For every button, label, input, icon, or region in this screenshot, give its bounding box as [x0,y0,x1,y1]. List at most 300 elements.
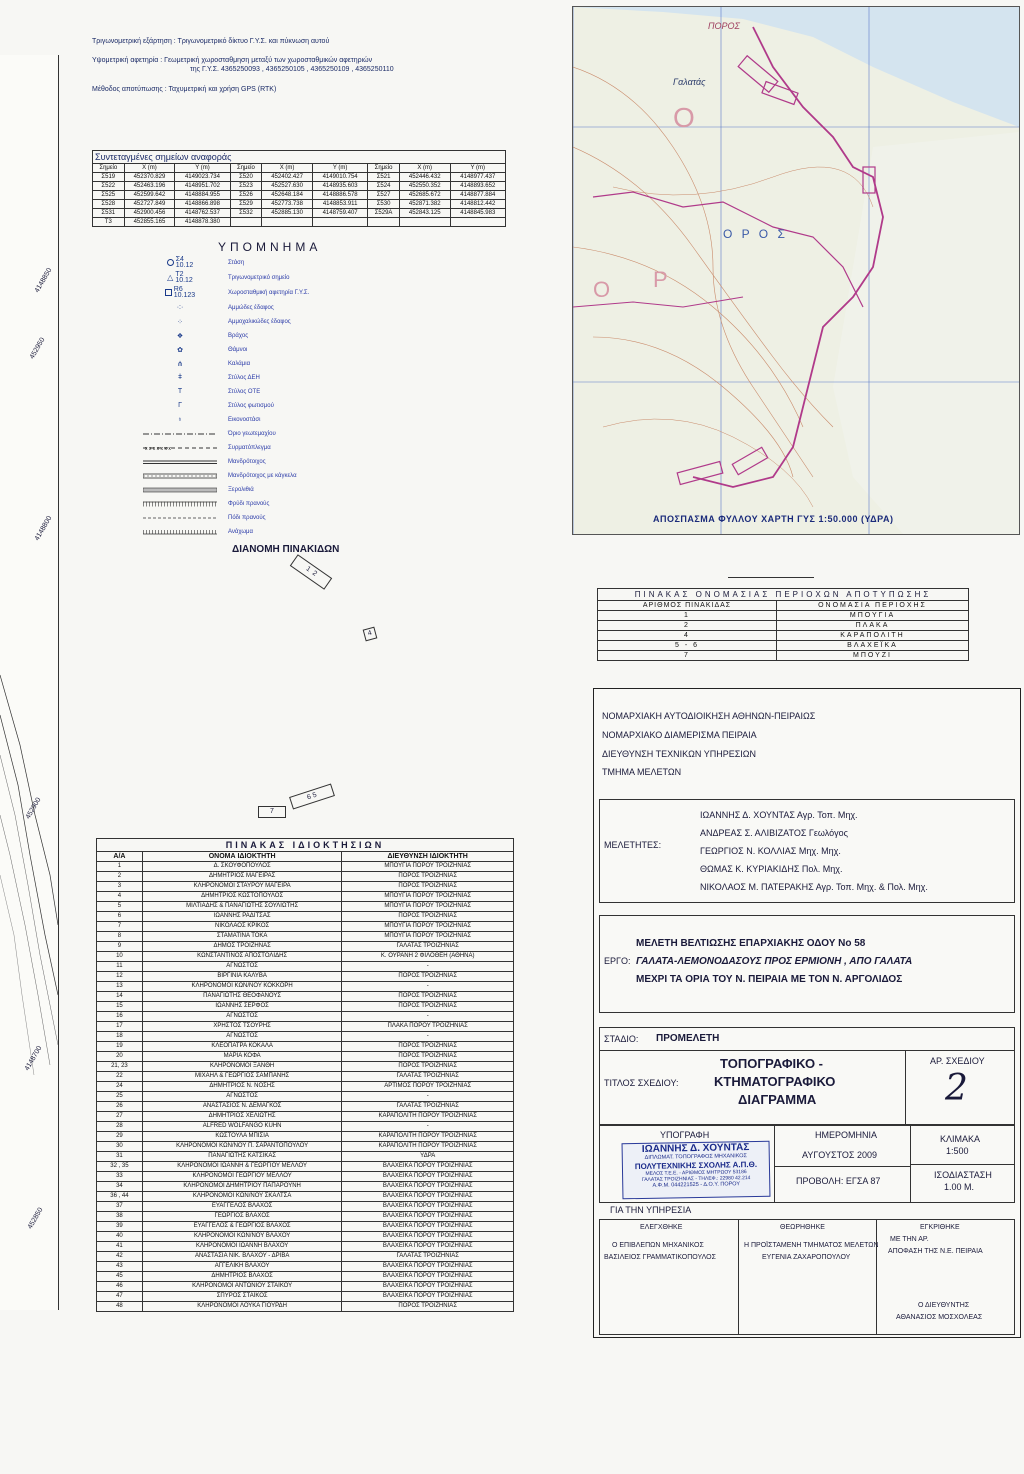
owners-table [96,851,514,1312]
owner-row [97,1242,514,1252]
ref-point-cell: Σ520 [230,173,262,182]
owner-row [97,1232,514,1242]
sheet-number: 1 [304,565,312,574]
drawing-no-label: ΑΡ. ΣΧΕΔΙΟΥ [930,1056,985,1066]
owner-row [97,1182,514,1192]
owner-number: 43 [97,1262,143,1272]
regions-section [597,588,969,661]
owner-number: 15 [97,1002,143,1012]
strip-contour-3 [0,875,34,1075]
ref-point-cell: 452550.352 [399,182,450,191]
col-header: Σημείο [93,164,125,173]
ref-point-cell: 452599.642 [124,191,175,200]
date-label: ΗΜΕΡΟΜΗΝΙΑ [815,1130,878,1140]
owner-address: ΠΟΡΟΣ ΤΡΟΙΖΗΝΙΑΣ [342,882,514,892]
legend-sym-text: R6 [173,285,183,293]
owner-address: Κ. ΟΥΡΑΝΗ 2 ΦΙΛΟΘΕΗ (ΑΘΗΝΑ) [342,952,514,962]
sheet-number: 7 [270,808,274,815]
owner-row [97,1282,514,1292]
owner-name: ΒΙΡΓΙΝΙΑ ΚΑΛΥΒΑ [142,972,342,982]
owners-col-header: ΟΝΟΜΑ ΙΔΙΟΚΤΗΤΗ [142,852,342,862]
owner-number: 42 [97,1252,143,1262]
region-name: ΒΛΑΧΕΪΚΑ [777,641,969,651]
region-name: ΚΑΡΑΠΟΛΙΤΗ [777,631,969,641]
regions-body [598,611,969,661]
ref-point-cell: 452685.672 [399,191,450,200]
ref-point-cell: 4148812.442 [450,200,505,209]
owner-name: ΑΝΑΣΤΑΣΙΟΣ Ν. ΔΕΜΑΓΚΟΣ [142,1102,342,1112]
legend-label: Καλάμια [228,360,251,367]
owner-row [97,942,514,952]
owner-name: ΑΓΓΕΛΙΚΗ ΒΛΑΧΟΥ [142,1262,342,1272]
drawing-no: 2 [945,1068,968,1109]
owner-name: ΚΩΝΣΤΑΝΤΙΝΟΣ ΑΠΟΣΤΟΛΙΔΗΣ [142,952,342,962]
owner-address: ΒΛΑΧΕΪΚΑ ΠΟΡΟΥ ΤΡΟΙΖΗΝΙΑΣ [342,1162,514,1172]
legend-row [140,497,269,510]
map-caption: ΑΠΟΣΠΑΣΜΑ ΦΥΛΛΟΥ ΧΑΡΤΗ ΓΥΣ 1:50.000 (ΥΔΡΑ) [653,514,894,524]
owner-address: ΜΠΟΥΓΙΑ ΠΟΡΟΥ ΤΡΟΙΖΗΝΙΑΣ [342,932,514,942]
title-block [593,688,1021,1338]
signature-label: ΥΠΟΓΡΑΦΗ [660,1130,710,1140]
rock-icon: ❖ [176,332,184,340]
legend-label: Εικονοστάσι [228,416,261,423]
owner-number: 38 [97,1212,143,1222]
legend-row [140,343,247,356]
owner-name: ΝΙΚΟΛΑΟΣ ΚΡΙΚΟΣ [142,922,342,932]
owner-name: ΔΗΜΗΤΡΙΟΣ Ν. ΝΟΣΗΣ [142,1082,342,1092]
owner-row [97,1222,514,1232]
owner-address: - [342,1032,514,1042]
strip-coord-label: 452850 [26,1206,45,1231]
owner-address: ΒΛΑΧΕΪΚΑ ΠΟΡΟΥ ΤΡΟΙΖΗΝΙΑΣ [342,1262,514,1272]
region-sheet-number: 5 - 6 [598,641,777,651]
legend-row [140,427,276,440]
owner-address: ΠΛΑΚΑ ΠΟΡΟΥ ΤΡΟΙΖΗΝΙΑΣ [342,1022,514,1032]
ref-point-cell: Σ524 [368,182,400,191]
stamp-line: ΔΙΠΛΩΜΑΤ. ΤΟΠΟΓΡΑΦΟΣ ΜΗΧΑΝΙΚΟΣ [644,1153,747,1161]
legend-label: Συρματόπλεγμα [228,444,271,451]
legend-sym-text: Τ2 [175,270,184,278]
owner-address: ΓΑΛΑΤΑΣ ΤΡΟΙΖΗΝΙΑΣ [342,1102,514,1112]
legend-label: Αμμώδες έδαφος [228,304,274,311]
director-name: ΑΘΑΝΑΣΙΟΣ ΜΟΣΧΟΛΕΑΣ [896,1314,983,1321]
drawing-title-label: ΤΙΤΛΟΣ ΣΧΕΔΙΟΥ: [604,1078,679,1088]
ref-point-cell: 4148762.537 [175,209,230,218]
owner-row [97,932,514,942]
owner-address: - [342,1012,514,1022]
owner-row [97,912,514,922]
legend-row [140,271,289,284]
telephone-pole-icon: T [177,388,183,395]
owner-name: ΔΗΜΗΤΡΙΟΣ ΚΩΣΤΟΠΟΥΛΟΣ [142,892,342,902]
owner-address: ΒΛΑΧΕΪΚΑ ΠΟΡΟΥ ΤΡΟΙΖΗΝΙΑΣ [342,1182,514,1192]
legend-label: Ξερολιθιά [228,486,254,493]
region-row [598,621,969,631]
legend-title: ΥΠΟΜΝΗΜΑ [218,240,322,254]
owner-number: 30 [97,1142,143,1152]
lamp-post-icon: Г [178,402,182,409]
owner-number: 2 [97,872,143,882]
sheet-index-box [290,554,332,590]
authority-line: ΔΙΕΥΘΥΝΣΗ ΤΕΧΝΙΚΩΝ ΥΠΗΡΕΣΙΩΝ [602,749,756,759]
designer-name: ΑΝΔΡΕΑΣ Σ. ΑΛΙΒΙΖΑΤΟΣ Γεωλόγος [700,828,848,838]
ref-point-cell: Σ523 [230,182,262,191]
ref-point-cell: 4149023.734 [175,173,230,182]
owner-address: ΠΟΡΟΣ ΤΡΟΙΖΗΝΙΑΣ [342,1002,514,1012]
left-drawing-strip [0,55,59,1310]
dry-stone-wall-line-icon [140,487,220,493]
owner-row [97,1032,514,1042]
region-sheet-number: 2 [598,621,777,631]
ref-point-cell: 452463.196 [124,182,175,191]
owner-number: 8 [97,932,143,942]
owner-address: ΒΛΑΧΕΪΚΑ ΠΟΡΟΥ ΤΡΟΙΖΗΝΙΑΣ [342,1232,514,1242]
station-icon [140,257,220,269]
wall-railing-line-icon [140,473,220,479]
owner-name: ΕΥΑΓΓΕΛΟΣ & ΓΕΩΡΓΙΟΣ ΒΛΑΧΟΣ [142,1222,342,1232]
col-header: X (m) [399,164,450,173]
owner-number: 14 [97,992,143,1002]
owner-number: 27 [97,1112,143,1122]
project-title-line: ΜΕΧΡΙ ΤΑ ΟΡΙΑ ΤΟΥ Ν. ΠΕΙΡΑΙΑ ΜΕ ΤΟΝ Ν. ΑΡΓΟΛΙΔΟΣ [636,974,903,985]
owners-section [96,838,514,1312]
authority-line: ΝΟΜΑΡΧΙΑΚΗ ΑΥΤΟΔΙΟΙΚΗΣΗ ΑΘΗΝΩΝ-ΠΕΙΡΑΙΩΣ [602,711,816,721]
owner-row [97,1132,514,1142]
col-header: X (m) [124,164,175,173]
owner-number: 37 [97,1202,143,1212]
owner-name: ΔΗΜΟΣ ΤΡΟΙΖΗΝΑΣ [142,942,342,952]
ref-point-cell: 4149010.754 [312,173,367,182]
ref-point-cell: 452648.184 [262,191,313,200]
owner-address: ΒΛΑΧΕΪΚΑ ΠΟΡΟΥ ΤΡΟΙΖΗΝΙΑΣ [342,1282,514,1292]
owner-number: 46 [97,1282,143,1292]
col-header: Y (m) [450,164,505,173]
owner-name: ΑΓΝΩΣΤΟΣ [142,1092,342,1102]
owner-address: ΚΑΡΑΠΟΛΙΤΗ ΠΟΡΟΥ ΤΡΟΙΖΗΝΙΑΣ [342,1112,514,1122]
region-name: ΠΛΑΚΑ [777,621,969,631]
legend-row [140,329,248,342]
legend-label: Μανδρότοιχος με κάγκελα [228,472,297,479]
checked-role: Ο ΕΠΙΒΛΕΠΩΝ ΜΗΧΑΝΙΚΟΣ [612,1242,704,1249]
owner-row [97,1042,514,1052]
owner-address: ΠΟΡΟΣ ΤΡΟΙΖΗΝΙΑΣ [342,1302,514,1312]
slope-toe-line-icon [140,515,220,521]
owner-name: ΔΗΜΗΤΡΙΟΣ ΜΑΓΕΙΡΑΣ [142,872,342,882]
owner-number: 40 [97,1232,143,1242]
owner-row [97,1022,514,1032]
legend-row [140,511,266,524]
wire-fence-line-icon [140,445,220,451]
owner-row [97,1052,514,1062]
contour-label: ΙΣΟΔΙΑΣΤΑΣΗ [934,1170,992,1180]
ref-point-cell: Τ3 [93,218,125,227]
owner-name: ΑΝΑΣΤΑΣΙΑ ΝΙΚ. ΒΛΑΧΟΥ - ΔΡΙΒΑ [142,1252,342,1262]
owner-row [97,992,514,1002]
owner-name: ΚΛΗΡΟΝΟΜΟΙ ΚΩΝ/ΝΟΥ Π. ΣΑΡΑΝΤΟΠΟΥΛΟΥ [142,1142,342,1152]
strip-coord-label: 4148850 [33,266,54,295]
owner-number: 26 [97,1102,143,1112]
info-height-reference: Υψομετρική αφετηρία : Γεωμετρική χωροσταθμηση μεταξύ των χωροσταθμικών αφετηριών [92,57,373,64]
owners-col-header: ΔΙΕΥΘΥΝΣΗ ΙΔΙΟΚΤΗΤΗ [342,852,514,862]
owner-row [97,1092,514,1102]
owner-row [97,1292,514,1302]
ref-point-cell: Σ526 [230,191,262,200]
owner-row [97,1192,514,1202]
owner-address: - [342,1092,514,1102]
owner-name: ΙΩΑΝΝΗΣ ΣΕΡΦΟΣ [142,1002,342,1012]
legend-row [140,441,271,454]
owner-name: ΑΓΝΩΣΤΟΣ [142,1012,342,1022]
legend-label: Φρύδι πρανούς [228,500,270,507]
owner-name: ΔΗΜΗΤΡΙΟΣ ΒΛΑΧΟΣ [142,1272,342,1282]
legend-row [140,286,309,299]
approvals-box [599,1219,1015,1335]
region-name: ΜΠΟΥΖΙ [777,651,969,661]
project-label: ΕΡΓΟ: [604,956,631,966]
power-pole-icon: ǂ [177,374,183,381]
ref-point-cell: 4148845.983 [450,209,505,218]
owner-address: ΓΑΛΑΤΑΣ ΤΡΟΙΖΗΝΙΑΣ [342,1072,514,1082]
owner-name: ΚΛΗΡΟΝΟΜΟΙ ΔΗΜΗΤΡΙΟΥ ΠΑΠΑΡΟΥΝΗ [142,1182,342,1192]
svg-text:P: P [653,267,668,292]
ref-point-cell [230,218,262,227]
owners-body [97,862,514,1312]
owner-number: 7 [97,922,143,932]
owner-name: ΚΩΣΤΟΥΛΑ ΜΠΙΣΙΑ [142,1132,342,1142]
col-header: Σημείο [230,164,262,173]
owner-address: ΓΑΛΑΤΑΣ ΤΡΟΙΖΗΝΙΑΣ [342,1252,514,1262]
owner-address: ΚΑΡΑΠΟΛΙΤΗ ΠΟΡΟΥ ΤΡΟΙΖΗΝΙΑΣ [342,1132,514,1142]
regions-header-row [598,601,969,611]
owner-address: ΠΟΡΟΣ ΤΡΟΙΖΗΝΙΑΣ [342,1052,514,1062]
regions-col-header: ΟΝΟΜΑΣΙΑ ΠΕΡΙΟΧΗΣ [777,601,969,611]
owner-address: - [342,962,514,972]
signature-box [599,1125,1015,1203]
owner-address: ΠΟΡΟΣ ΤΡΟΙΖΗΝΙΑΣ [342,972,514,982]
embankment-line-icon [140,529,220,535]
ref-point-cell: 452370.829 [124,173,175,182]
ref-point-cell: 4148878.380 [175,218,230,227]
info-trig-reference: Τριγωνομετρική εξάρτηση : Τριγωνομετρικό δίκτυο Γ.Υ.Σ. και πύκνωση αυτού [92,38,330,45]
parcel-boundary-line-icon [140,431,220,437]
owner-row [97,1262,514,1272]
owner-address: - [342,982,514,992]
seen-role: Η ΠΡΟΪΣΤΑΜΕΝΗ ΤΜΗΜΑΤΟΣ ΜΕΛΕΤΩΝ [744,1242,879,1249]
owner-number: 11 [97,962,143,972]
strip-coord-label: 4148800 [33,514,54,543]
director-role: Ο ΔΙΕΥΘΥΝΤΗΣ [918,1302,970,1309]
regions-table [597,600,969,661]
col-header: Σημείο [368,164,400,173]
owner-address: ΜΠΟΥΓΙΑ ΠΟΡΟΥ ΤΡΟΙΖΗΝΙΑΣ [342,922,514,932]
legend-label: Θάμνοι [228,346,248,353]
ref-point-cell [262,218,313,227]
map-excerpt [572,6,1020,535]
legend-label: Στύλος ΔΕΗ [228,374,260,381]
ref-point-cell: Σ529Α [368,209,400,218]
owner-number: 24 [97,1082,143,1092]
owner-address: ΜΠΟΥΓΙΑ ΠΟΡΟΥ ΤΡΟΙΖΗΝΙΑΣ [342,862,514,872]
owner-address: ΠΟΡΟΣ ΤΡΟΙΖΗΝΙΑΣ [342,992,514,1002]
owner-number: 31 [97,1152,143,1162]
owner-row [97,1252,514,1262]
owner-row [97,1082,514,1092]
ref-point-cell [450,218,505,227]
owner-number: 9 [97,942,143,952]
legend-row [140,315,291,328]
ref-point-cell: Σ528 [93,200,125,209]
owner-row [97,1122,514,1132]
owner-name: ΚΛΗΡΟΝΟΜΟΙ ΛΟΥΚΑ ΓΙΟΥΡΔΗ [142,1302,342,1312]
scale-value: 1:500 [946,1146,969,1156]
approved-text: ΑΠΟΦΑΣΗ ΤΗΣ Ν.Ε. ΠΕΙΡΑΙΑ [888,1248,983,1255]
region-sheet-number: 4 [598,631,777,641]
legend-row [140,525,253,538]
legend-row [140,399,274,412]
owner-address: ΥΔΡΑ [342,1152,514,1162]
owner-number: 48 [97,1302,143,1312]
ref-point-cell: 452402.427 [262,173,313,182]
ref-points-section [92,150,506,227]
slope-top-line-icon [140,501,220,507]
drawing-title-line: ΔΙΑΓΡΑΜΜΑ [738,1092,817,1107]
ref-point-cell: 4148866.898 [175,200,230,209]
owner-number: 16 [97,1012,143,1022]
ref-point-cell: 452843.125 [399,209,450,218]
approved-label: ΕΓΚΡΙΘΗΚΕ [920,1224,960,1231]
owner-row [97,952,514,962]
owner-row [97,1002,514,1012]
ref-points-header-row [93,164,506,173]
legend-label: Στάση [228,259,245,266]
owner-row [97,892,514,902]
owner-row [97,1202,514,1212]
stage-label: ΣΤΑΔΙΟ: [604,1034,639,1044]
owner-address: ΜΠΟΥΓΙΑ ΠΟΡΟΥ ΤΡΟΙΖΗΝΙΑΣ [342,902,514,912]
left-strip-svg [0,55,58,1310]
info-survey-method: Μέθοδος αποτύπωσης : Ταχυμετρική και χρήση GPS (RTK) [92,86,277,93]
info-height-reference-cont: της Γ.Υ.Σ. 4365250093 , 4365250105 , 4365250109 , 4365250110 [190,66,394,73]
owner-row [97,1112,514,1122]
map-label-poros: ΠΟΡΟΣ [708,21,740,31]
sheet-number: 2 [310,569,319,578]
owner-address: ΠΟΡΟΣ ΤΡΟΙΖΗΝΙΑΣ [342,912,514,922]
owner-number: 28 [97,1122,143,1132]
designers-label: ΜΕΛΕΤΗΤΕΣ: [604,840,662,850]
shrine-icon: ♁ [177,416,183,423]
legend-sym-text: 10.12 [175,276,193,284]
designer-name: ΓΕΩΡΓΙΟΣ Ν. ΚΟΛΛΙΑΣ Μηχ. Μηχ. [700,846,841,856]
ref-point-row [93,182,506,191]
legend-row [140,371,260,384]
project-title-line: ΜΕΛΕΤΗ ΒΕΛΤΙΩΣΗΣ ΕΠΑΡΧΙΑΚΗΣ ΟΔΟΥ Νο 58 [636,938,866,949]
owners-title: ΠΙΝΑΚΑΣ ΙΔΙΟΚΤΗΣΙΩΝ [96,838,514,851]
sheet-number: 5 [311,791,318,800]
owner-address: ΒΛΑΧΕΪΚΑ ΠΟΡΟΥ ΤΡΟΙΖΗΝΙΑΣ [342,1292,514,1302]
legend [140,252,360,542]
owner-number: 18 [97,1032,143,1042]
reeds-icon: ⋔ [177,360,183,368]
trig-point-icon: △ Τ2 10.12 [167,270,193,284]
designers-box [599,799,1015,903]
col-header: Y (m) [312,164,367,173]
region-sheet-number: 7 [598,651,777,661]
ref-point-cell: Σ531 [93,209,125,218]
legend-label: Τριγωνομετρικό σημείο [228,274,290,281]
seen-label: ΘΕΩΡΗΘΗΚΕ [780,1224,825,1231]
strip-coord-label: 452950 [28,336,47,361]
legend-sym-text: 10.123 [173,291,196,299]
owner-row [97,1072,514,1082]
owner-row [97,972,514,982]
owner-row [97,922,514,932]
owner-address: ΠΟΡΟΣ ΤΡΟΙΖΗΝΙΑΣ [342,1062,514,1072]
designer-name: ΝΙΚΟΛΑΟΣ Μ. ΠΑΤΕΡΑΚΗΣ Αγρ. Τοπ. Μηχ. & Πολ. Μηχ. [700,882,928,892]
owner-number: 39 [97,1222,143,1232]
legend-label: Ανάχωμα [228,528,253,535]
owner-address: ΠΟΡΟΣ ΤΡΟΙΖΗΝΙΑΣ [342,872,514,882]
regions-col-header: ΑΡΙΘΜΟΣ ΠΙΝΑΚΙΔΑΣ [598,601,777,611]
owner-number: 12 [97,972,143,982]
ref-point-cell: 452900.456 [124,209,175,218]
legend-row [140,455,266,468]
projection-value: ΠΡΟΒΟΛΗ: ΕΓΣΑ 87 [796,1176,881,1186]
stamp-line: ΓΑΛΑΤΑΣ ΤΡΟΙΖΗΝΙΑΣ - ΤΗΛΕΦ.: 22980 42.214 [641,1175,751,1183]
stage-value: ΠΡΟΜΕΛΕΤΗ [656,1033,720,1044]
owner-number: 5 [97,902,143,912]
stage-box [599,1027,1015,1125]
sheet-number: 6 [306,793,313,802]
authority-line: ΝΟΜΑΡΧΙΑΚΟ ΔΙΑΜΕΡΙΣΜΑ ΠΕΙΡΑΙΑ [602,730,757,740]
owner-row [97,1302,514,1312]
ref-point-cell: 4148893.652 [450,182,505,191]
legend-label: Πόδι πρανούς [228,514,266,521]
legend-label: Αμμοχαλικώδες έδαφος [228,318,291,325]
designer-name: ΘΩΜΑΣ Κ. ΚΥΡΙΑΚΙΔΗΣ Πολ. Μηχ. [700,864,843,874]
owner-address: ΒΛΑΧΕΪΚΑ ΠΟΡΟΥ ΤΡΟΙΖΗΝΙΑΣ [342,1192,514,1202]
owner-number: 17 [97,1022,143,1032]
owner-name: ΧΡΗΣΤΟΣ ΤΣΟΥΡΗΣ [142,1022,342,1032]
ref-point-cell: 452773.738 [262,200,313,209]
ref-point-row [93,209,506,218]
ref-point-cell: 4148886.578 [312,191,367,200]
seen-name: ΕΥΓΕΝΙΑ ΖΑΧΑΡΟΠΟΥΛΟΥ [762,1254,851,1261]
owner-name: ΑΓΝΩΣΤΟΣ [142,1032,342,1042]
owner-address: - [342,1122,514,1132]
ref-point-cell: 4148977.437 [450,173,505,182]
col-header: X (m) [262,164,313,173]
strip-contour [0,755,58,1045]
owner-number: 41 [97,1242,143,1252]
ref-points-body [93,173,506,227]
ref-point-cell: 4148877.884 [450,191,505,200]
owner-number: 1 [97,862,143,872]
legend-label: Χωροσταθμική αφετηρία Γ.Υ.Σ. [228,289,310,296]
owner-row [97,1142,514,1152]
stamp-line: Α.Φ.Μ. 044221525 - Δ.Ο.Υ. ΠΟΡΟΥ [652,1181,741,1189]
owner-address: ΜΠΟΥΓΙΑ ΠΟΡΟΥ ΤΡΟΙΖΗΝΙΑΣ [342,892,514,902]
owner-row [97,872,514,882]
legend-sym-text: Σ4 [175,255,184,263]
svg-text:O: O [673,102,695,133]
region-row [598,631,969,641]
owner-row [97,1102,514,1112]
drawing-title-line: ΚΤΗΜΑΤΟΓΡΑΦΙΚΟ [714,1074,836,1089]
owner-number: 6 [97,912,143,922]
ref-point-cell: Σ530 [368,200,400,209]
ref-point-cell: 452527.630 [262,182,313,191]
drawing-title-line: ΤΟΠΟΓΡΑΦΙΚΟ - [720,1056,824,1071]
